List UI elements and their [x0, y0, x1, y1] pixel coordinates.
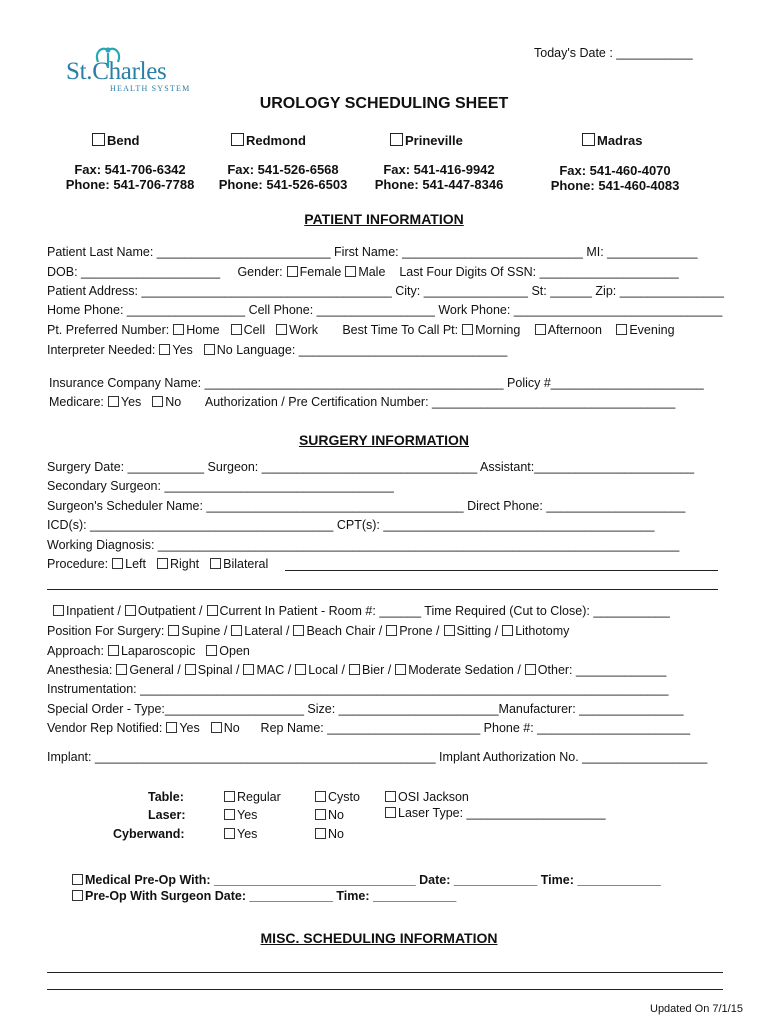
dob-gender-row[interactable]: DOB: ____________________ Gender: Female Male Last Four Digits Of SSN: ____________________: [47, 265, 679, 279]
anesthesia-row[interactable]: Anesthesia: General / Spinal / MAC / Local / Bier / Moderate Sedation / Other: _____________: [47, 663, 667, 677]
general-checkbox[interactable]: [116, 664, 127, 675]
location-redmond[interactable]: Redmond: [227, 133, 306, 148]
procedure-line-2[interactable]: [47, 589, 718, 590]
medicare-no-checkbox[interactable]: [152, 396, 163, 407]
cyberwand-yes-option[interactable]: Yes: [220, 827, 257, 841]
implant-row[interactable]: Implant: _________________________________________________ Implant Authorization No. __________________: [47, 750, 708, 764]
contact-prineville: Fax: 541-416-9942 Phone: 541-447-8346: [374, 162, 504, 192]
updated-date: Updated On 7/1/15: [650, 1003, 743, 1015]
sitting-checkbox[interactable]: [444, 625, 455, 636]
surgery-info-heading: SURGERY INFORMATION: [298, 432, 470, 448]
patient-name-row[interactable]: Patient Last Name: _________________________ First Name: __________________________ MI: _____________: [47, 245, 698, 259]
lithotomy-checkbox[interactable]: [502, 625, 513, 636]
vendor-yes-checkbox[interactable]: [166, 722, 177, 733]
other-checkbox[interactable]: [525, 664, 536, 675]
insurance-row[interactable]: Insurance Company Name: ___________________________________________ Policy #______________________: [49, 376, 704, 390]
checkbox[interactable]: [385, 791, 396, 802]
special-order-row[interactable]: Special Order - Type:____________________ Size: _______________________Manufacturer: _______________: [47, 702, 684, 716]
scheduler-row[interactable]: Surgeon's Scheduler Name: _____________________________________ Direct Phone: ____________________: [47, 499, 686, 513]
instrumentation-row[interactable]: Instrumentation: ____________________________________________________________________________: [47, 682, 669, 696]
work-checkbox[interactable]: [276, 324, 287, 335]
vendor-no-checkbox[interactable]: [211, 722, 222, 733]
beach-chair-checkbox[interactable]: [293, 625, 304, 636]
page-title: UROLOGY SCHEDULING SHEET: [259, 95, 509, 112]
medical-preop-checkbox[interactable]: [72, 874, 83, 885]
interpreter-row[interactable]: Interpreter Needed: Yes No Language: ______________________________: [47, 343, 508, 357]
cell-checkbox[interactable]: [231, 324, 242, 335]
medicare-yes-checkbox[interactable]: [108, 396, 119, 407]
home-checkbox[interactable]: [173, 324, 184, 335]
checkbox[interactable]: [315, 828, 326, 839]
checkbox[interactable]: [231, 133, 244, 146]
patient-type-row[interactable]: Inpatient / Outpatient / Current In Patient - Room #: ______ Time Required (Cut to Close): ___________: [49, 604, 670, 618]
moderate-sedation-checkbox[interactable]: [395, 664, 406, 675]
procedure-line[interactable]: [285, 570, 718, 571]
procedure-row[interactable]: Procedure: Left Right Bilateral: [47, 557, 269, 571]
bier-checkbox[interactable]: [349, 664, 360, 675]
position-row[interactable]: Position For Surgery: Supine / Lateral / Beach Chair / Prone / Sitting / Lithotomy: [47, 624, 570, 638]
checkbox[interactable]: [315, 791, 326, 802]
patient-info-heading: PATIENT INFORMATION: [304, 211, 464, 227]
cyberwand-no-option[interactable]: No: [311, 827, 344, 841]
misc-info-heading: MISC. SCHEDULING INFORMATION: [260, 930, 498, 946]
laparoscopic-checkbox[interactable]: [108, 645, 119, 656]
afternoon-checkbox[interactable]: [535, 324, 546, 335]
lateral-checkbox[interactable]: [231, 625, 242, 636]
vendor-row[interactable]: Vendor Rep Notified: Yes No Rep Name: ______________________ Phone #: ______________________: [47, 721, 691, 735]
evening-checkbox[interactable]: [616, 324, 627, 335]
medical-preop-row[interactable]: Medical Pre-Op With: _____________________________ Date: ____________ Time: ____________: [68, 873, 661, 887]
supine-checkbox[interactable]: [168, 625, 179, 636]
checkbox[interactable]: [224, 828, 235, 839]
preferred-number-row[interactable]: Pt. Preferred Number: Home Cell Work Best Time To Call Pt: Morning Afternoon Evening: [47, 323, 675, 337]
current-inpatient-checkbox[interactable]: [207, 605, 218, 616]
male-checkbox[interactable]: [345, 266, 356, 277]
location-prineville[interactable]: Prineville: [386, 133, 463, 148]
surgery-date-row[interactable]: Surgery Date: ___________ Surgeon: _______________________________ Assistant:_______________________: [47, 460, 695, 474]
checkbox[interactable]: [224, 791, 235, 802]
misc-line-1[interactable]: [47, 972, 723, 973]
checkbox[interactable]: [92, 133, 105, 146]
interpreter-yes-checkbox[interactable]: [159, 344, 170, 355]
surgeon-preop-row[interactable]: Pre-Op With Surgeon Date: ____________ Time: ____________: [68, 889, 456, 903]
laser-type-field[interactable]: Laser Type: ____________________: [381, 806, 606, 820]
table-label: Table:: [148, 790, 184, 804]
checkbox[interactable]: [385, 807, 396, 818]
local-checkbox[interactable]: [295, 664, 306, 675]
interpreter-no-checkbox[interactable]: [204, 344, 215, 355]
contact-madras: Fax: 541-460-4070 Phone: 541-460-4083: [550, 163, 680, 193]
todays-date[interactable]: Today's Date : ___________: [534, 46, 693, 60]
phones-row[interactable]: Home Phone: _________________ Cell Phone: _________________ Work Phone: ______________________________: [47, 303, 723, 317]
misc-line-2[interactable]: [47, 989, 723, 990]
logo-name: St.Charles: [66, 58, 167, 85]
table-cysto-option[interactable]: Cysto: [311, 790, 360, 804]
inpatient-checkbox[interactable]: [53, 605, 64, 616]
left-checkbox[interactable]: [112, 558, 123, 569]
logo-subtitle: HEALTH SYSTEM: [110, 84, 191, 93]
checkbox[interactable]: [582, 133, 595, 146]
secondary-surgeon-row[interactable]: Secondary Surgeon: _________________________________: [47, 479, 394, 493]
spinal-checkbox[interactable]: [185, 664, 196, 675]
checkbox[interactable]: [224, 809, 235, 820]
table-osi-option[interactable]: OSI Jackson: [381, 790, 469, 804]
table-regular-option[interactable]: Regular: [220, 790, 281, 804]
location-madras[interactable]: Madras: [578, 133, 643, 148]
contact-redmond: Fax: 541-526-6568 Phone: 541-526-6503: [218, 162, 348, 192]
diagnosis-row[interactable]: Working Diagnosis: ___________________________________________________________________________: [47, 538, 680, 552]
laser-label: Laser:: [148, 808, 186, 822]
approach-row[interactable]: Approach: Laparoscopic Open: [47, 644, 250, 658]
bilateral-checkbox[interactable]: [210, 558, 221, 569]
checkbox[interactable]: [315, 809, 326, 820]
checkbox[interactable]: [390, 133, 403, 146]
location-bend[interactable]: Bend: [88, 133, 140, 148]
address-row[interactable]: Patient Address: ____________________________________ City: _______________ St: ______ Zip: _______________: [47, 284, 724, 298]
surgeon-preop-checkbox[interactable]: [72, 890, 83, 901]
outpatient-checkbox[interactable]: [125, 605, 136, 616]
right-checkbox[interactable]: [157, 558, 168, 569]
icd-cpt-row[interactable]: ICD(s): ___________________________________ CPT(s): _______________________________________: [47, 518, 655, 532]
laser-yes-option[interactable]: Yes: [220, 808, 257, 822]
contact-bend: Fax: 541-706-6342 Phone: 541-706-7788: [65, 162, 195, 192]
medicare-row[interactable]: Medicare: Yes No Authorization / Pre Certification Number: ___________________________________: [49, 395, 676, 409]
prone-checkbox[interactable]: [386, 625, 397, 636]
female-checkbox[interactable]: [287, 266, 298, 277]
laser-no-option[interactable]: No: [311, 808, 344, 822]
cyberwand-label: Cyberwand:: [113, 827, 185, 841]
mac-checkbox[interactable]: [243, 664, 254, 675]
open-checkbox[interactable]: [206, 645, 217, 656]
morning-checkbox[interactable]: [462, 324, 473, 335]
